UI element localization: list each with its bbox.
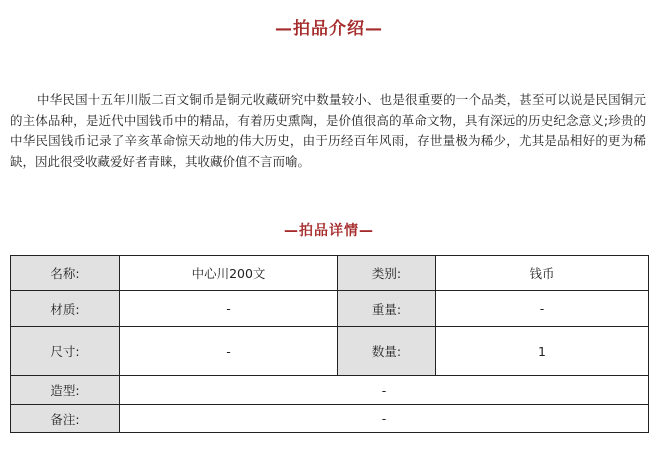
quantity-label: 数量: bbox=[338, 327, 436, 376]
weight-value: - bbox=[436, 291, 649, 327]
table-row bbox=[11, 256, 649, 291]
table-row bbox=[11, 327, 649, 376]
remarks-value: - bbox=[120, 405, 649, 433]
category-label: 类别: bbox=[338, 256, 436, 291]
lot-details-title: —拍品详情— bbox=[284, 223, 374, 239]
size-value: - bbox=[120, 327, 338, 376]
shape-label: 造型: bbox=[11, 376, 120, 405]
weight-label: 重量: bbox=[338, 291, 436, 327]
lot-introduction-text: 中华民国十五年川版二百文铜币是铜元收藏研究中数量较小、也是很重要的一个品类，甚至可以说是民国铜元的主体品种，是近代中国钱币中的精品，有着历史熏陶，是价值很高的革命文物，具有深远的历史纪念意义;珍贵的中华民国钱币记录了辛亥革命惊天动地的伟大历史，由于历经百年风雨，存世量极为稀少，尤其是品相好的更为稀缺，因此很受收藏爱好者青睐，其收藏价值不言而喻。 bbox=[10, 92, 646, 169]
material-value: - bbox=[120, 291, 338, 327]
quantity-value: 1 bbox=[436, 327, 649, 376]
table-row bbox=[11, 405, 649, 433]
material-label: 材质: bbox=[11, 291, 120, 327]
size-label: 尺寸: bbox=[11, 327, 120, 376]
name-value: 中心川200文 bbox=[120, 256, 338, 291]
lot-introduction-title: —拍品介绍— bbox=[275, 19, 383, 39]
lot-details-table bbox=[10, 255, 649, 433]
table-row bbox=[11, 376, 649, 405]
category-value: 钱币 bbox=[436, 256, 649, 291]
shape-value: - bbox=[120, 376, 649, 405]
remarks-label: 备注: bbox=[11, 405, 120, 433]
name-label: 名称: bbox=[11, 256, 120, 291]
table-row bbox=[11, 291, 649, 327]
